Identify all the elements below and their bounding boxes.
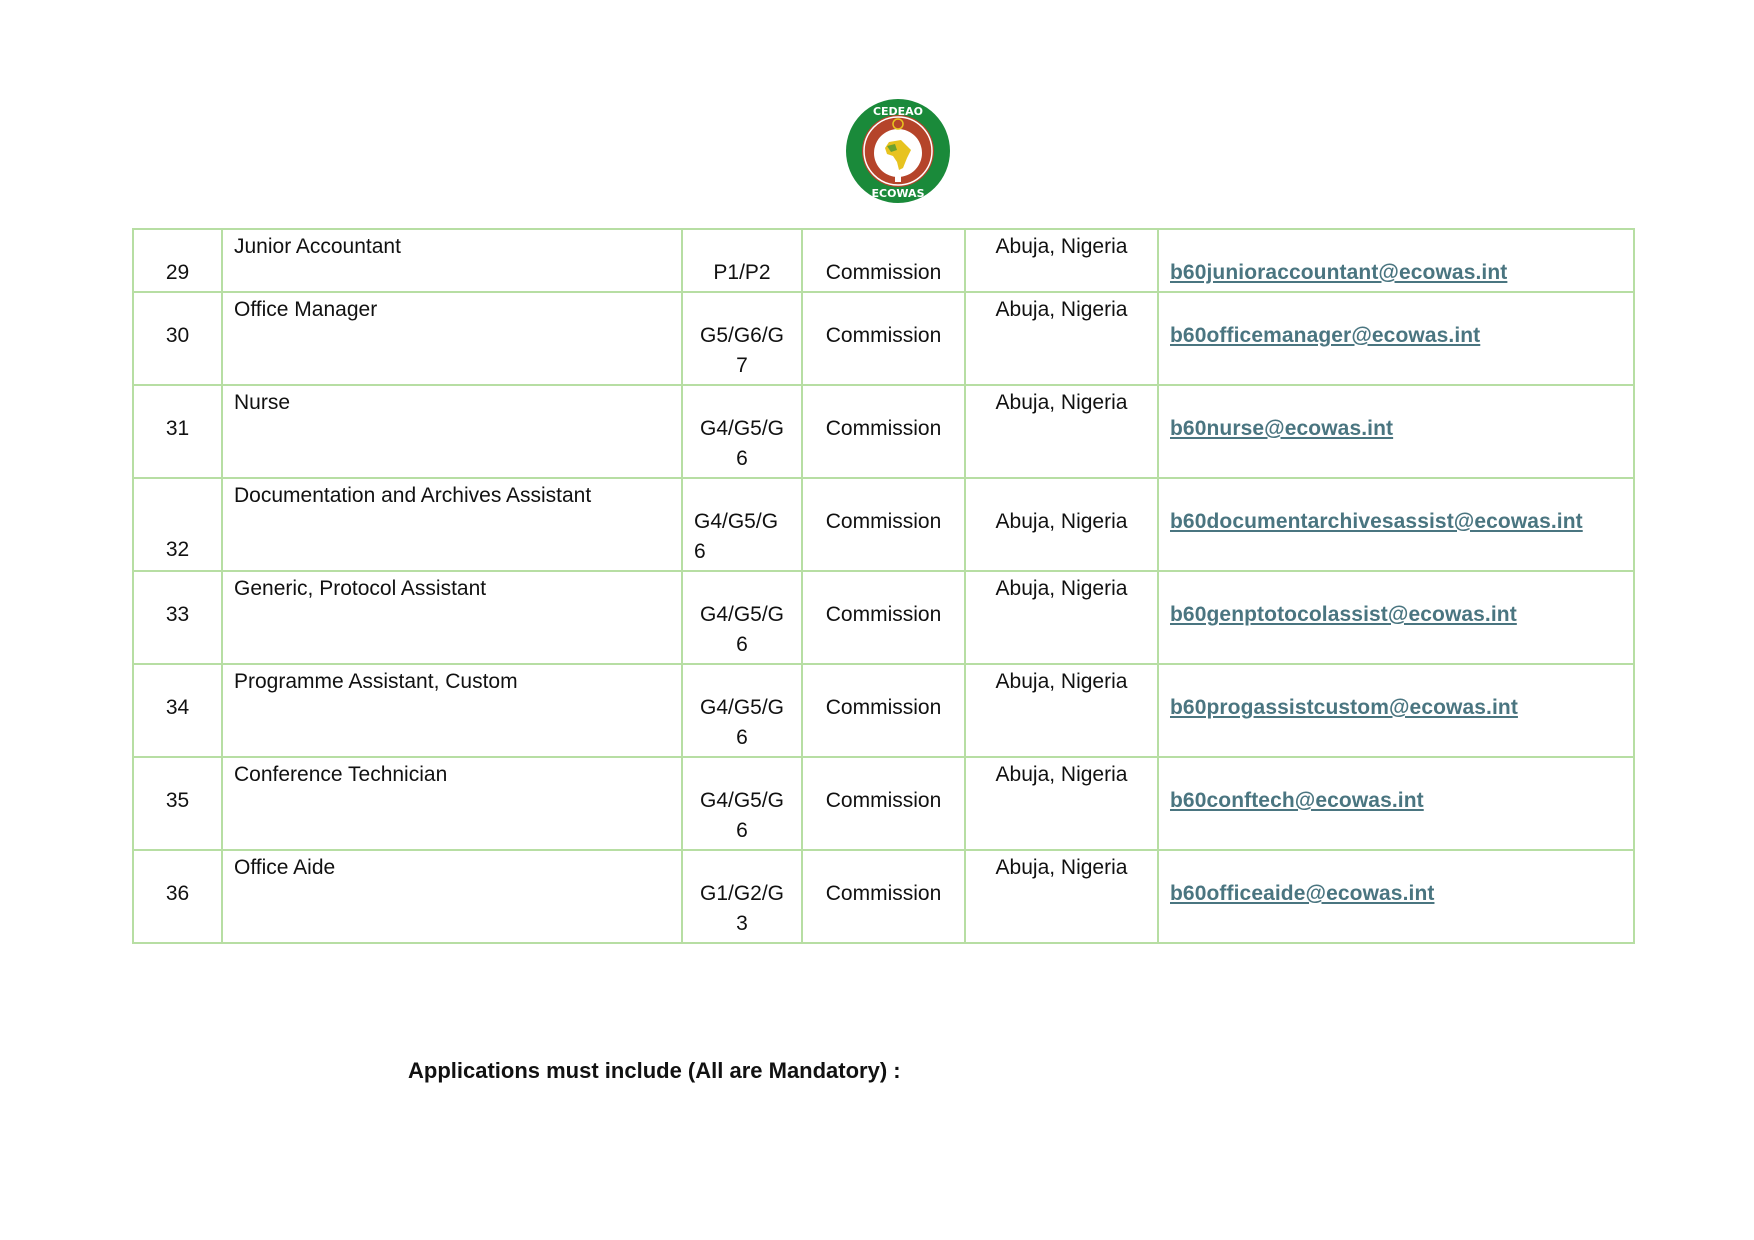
duty-station: Abuja, Nigeria [995, 670, 1128, 693]
row-number: 32 [165, 538, 190, 561]
duty-station: Abuja, Nigeria [995, 235, 1128, 258]
table-row [133, 757, 1634, 850]
grade: G4/G5/G 6 [699, 789, 785, 842]
position-title: Conference Technician [234, 763, 448, 786]
organization: Commission [825, 603, 942, 626]
svg-text:CEDEAO: CEDEAO [872, 105, 924, 118]
organization: Commission [825, 261, 942, 284]
duty-station: Abuja, Nigeria [995, 763, 1128, 786]
row-number: 33 [165, 603, 190, 626]
table-row [133, 571, 1634, 664]
grade: G5/G6/G 7 [699, 324, 785, 377]
position-title: Generic, Protocol Assistant [234, 577, 487, 600]
position-title: Nurse [234, 391, 291, 414]
grade: G1/G2/G 3 [699, 882, 785, 935]
applications-requirements-heading: Applications must include (All are Mandatory) : [408, 1058, 901, 1083]
grade: G4/G5/G 6 [699, 417, 785, 470]
application-email-link[interactable]: b60officeaide@ecowas.int [1170, 882, 1435, 905]
organization: Commission [825, 510, 942, 533]
table-row [133, 385, 1634, 478]
application-email-link[interactable]: b60genptotocolassist@ecowas.int [1170, 603, 1517, 626]
application-email-link[interactable]: b60nurse@ecowas.int [1170, 417, 1394, 440]
organization: Commission [825, 696, 942, 719]
organization: Commission [825, 882, 942, 905]
duty-station: Abuja, Nigeria [995, 510, 1128, 533]
table-row [133, 664, 1634, 757]
vacancy-table [132, 228, 1635, 944]
organization: Commission [825, 417, 942, 440]
grade: P1/P2 [713, 261, 771, 284]
table-row [133, 478, 1634, 571]
row-number: 29 [165, 261, 190, 284]
table-row [133, 229, 1634, 292]
duty-station: Abuja, Nigeria [995, 856, 1128, 879]
duty-station: Abuja, Nigeria [995, 391, 1128, 414]
row-number: 30 [165, 324, 190, 347]
row-number: 31 [165, 417, 190, 440]
position-title: Programme Assistant, Custom [234, 670, 518, 693]
position-title: Documentation and Archives Assistant [234, 484, 592, 507]
application-email-link[interactable]: b60junioraccountant@ecowas.int [1170, 261, 1508, 284]
position-title: Office Manager [234, 298, 378, 321]
organization: Commission [825, 789, 942, 812]
duty-station: Abuja, Nigeria [995, 298, 1128, 321]
grade: G4/G5/G 6 [694, 510, 779, 563]
position-title: Junior Accountant [234, 235, 401, 258]
table-row [133, 850, 1634, 943]
ecowas-logo [845, 98, 951, 204]
row-number: 36 [165, 882, 190, 905]
application-email-link[interactable]: b60conftech@ecowas.int [1170, 789, 1424, 812]
application-email-link[interactable]: b60progassistcustom@ecowas.int [1170, 696, 1518, 719]
svg-text:ECOWAS: ECOWAS [871, 187, 925, 200]
row-number: 34 [165, 696, 190, 719]
grade: G4/G5/G 6 [699, 603, 785, 656]
row-number: 35 [165, 789, 190, 812]
organization: Commission [825, 324, 942, 347]
application-email-link[interactable]: b60officemanager@ecowas.int [1170, 324, 1481, 347]
grade: G4/G5/G 6 [699, 696, 785, 749]
position-title: Office Aide [234, 856, 336, 879]
duty-station: Abuja, Nigeria [995, 577, 1128, 600]
table-row [133, 292, 1634, 385]
application-email-link[interactable]: b60documentarchivesassist@ecowas.int [1170, 510, 1583, 533]
